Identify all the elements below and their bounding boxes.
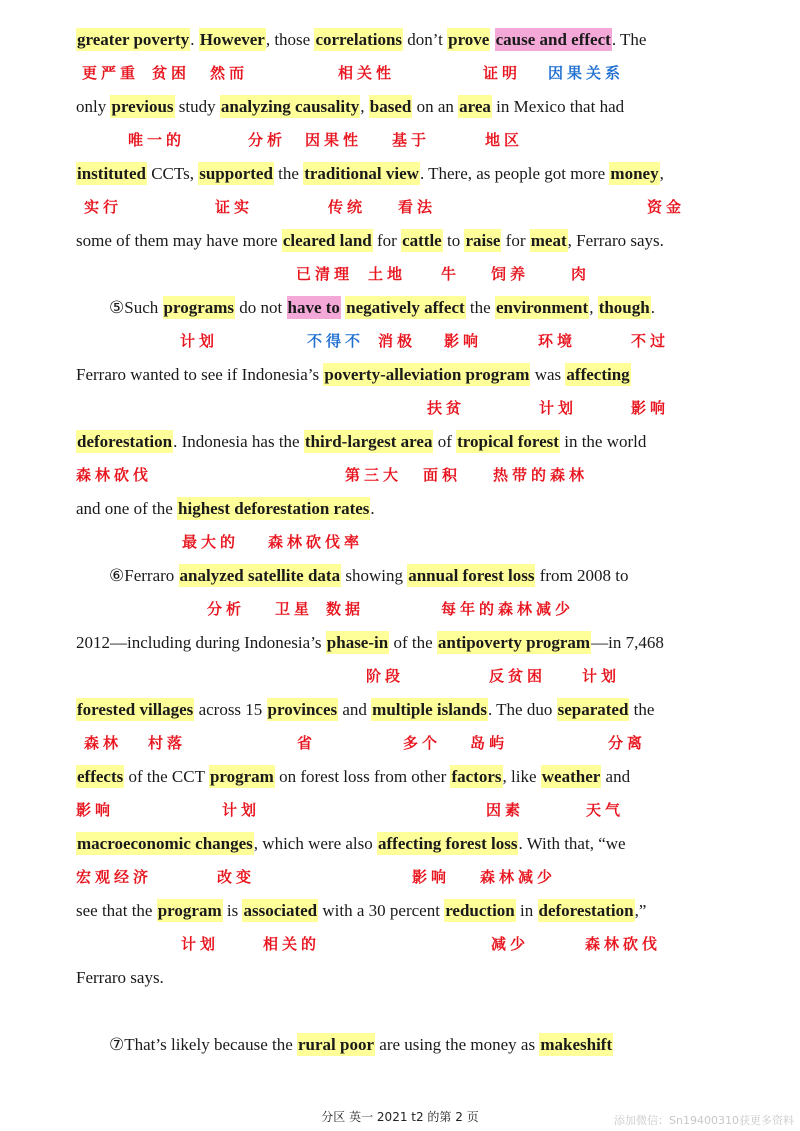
text-segment: ,	[589, 298, 598, 317]
chinese-gloss: 已清理	[296, 265, 354, 283]
text-segment: of	[433, 432, 457, 451]
highlighted-phrase: environment	[495, 298, 589, 317]
text-segment: ,	[659, 164, 664, 183]
chinese-gloss: 扶贫	[427, 399, 466, 417]
chinese-gloss: 第三大	[345, 466, 403, 484]
chinese-gloss: 更严重	[82, 64, 140, 82]
text-segment: —in 7,468	[591, 633, 664, 652]
highlighted-phrase: programs	[163, 298, 235, 317]
chinese-gloss: 地区	[485, 131, 524, 149]
highlighted-phrase: macroeconomic changes	[77, 834, 253, 853]
text-segment: in the world	[559, 432, 647, 451]
text-segment: ⑤Such	[109, 298, 163, 317]
highlighted-phrase: However	[199, 30, 265, 49]
text-segment: see that the	[76, 901, 157, 920]
chinese-gloss: 牛	[441, 265, 461, 283]
chinese-gloss: 传统	[328, 198, 367, 216]
chinese-gloss: 分析	[248, 131, 287, 149]
highlighted-phrase: have to	[287, 298, 340, 317]
text-line	[109, 295, 655, 321]
highlighted-phrase: provinces	[267, 700, 338, 719]
text-segment: . There, as people got more	[419, 164, 610, 183]
chinese-gloss: 看法	[398, 198, 437, 216]
text-line	[76, 362, 631, 388]
text-segment: , which were also	[253, 834, 378, 853]
text-segment: , Ferraro says.	[567, 231, 664, 250]
text-segment: only	[76, 97, 111, 116]
text-segment: of the CCT	[124, 767, 209, 786]
chinese-gloss: 面积	[423, 466, 462, 484]
chinese-gloss: 阶段	[366, 667, 405, 685]
chinese-gloss: 每年的森林减少	[441, 600, 575, 618]
chinese-gloss: 计划	[222, 801, 261, 819]
highlighted-phrase: multiple islands	[372, 700, 487, 719]
chinese-gloss: 改变	[217, 868, 256, 886]
highlighted-phrase: makeshift	[540, 1035, 613, 1054]
chinese-gloss: 影响	[444, 332, 483, 350]
highlighted-phrase: antipoverty program	[437, 633, 591, 652]
text-segment: Ferraro wanted to see if Indonesia’s	[76, 365, 324, 384]
chinese-gloss: 影响	[631, 399, 670, 417]
text-line	[109, 1032, 613, 1058]
highlighted-phrase: annual forest loss	[408, 566, 535, 585]
highlighted-phrase: effects	[77, 767, 124, 786]
text-segment: for	[372, 231, 402, 250]
text-line	[76, 94, 624, 120]
text-segment: for	[501, 231, 530, 250]
text-segment: .	[190, 30, 199, 49]
chinese-gloss: 森林砍伐率	[268, 533, 364, 551]
chinese-gloss: 实行	[84, 198, 123, 216]
highlighted-phrase: instituted	[77, 164, 146, 183]
highlighted-phrase: deforestation	[77, 432, 173, 451]
text-line	[76, 27, 646, 53]
text-segment: and one of the	[76, 499, 178, 518]
highlighted-phrase: program	[157, 901, 222, 920]
text-line	[76, 764, 630, 790]
chinese-gloss: 因素	[486, 801, 525, 819]
chinese-gloss: 最大的	[182, 533, 240, 551]
text-line	[76, 496, 375, 522]
text-segment: , like	[502, 767, 541, 786]
text-segment: from 2008 to	[535, 566, 629, 585]
text-segment: . With that, “we	[518, 834, 626, 853]
text-segment: .	[650, 298, 655, 317]
text-segment: on forest loss from other	[274, 767, 451, 786]
text-segment: and	[601, 767, 631, 786]
chinese-gloss: 不得不	[307, 332, 365, 350]
text-segment: ,”	[634, 901, 647, 920]
highlighted-phrase: rural poor	[298, 1035, 375, 1054]
chinese-gloss: 影响	[412, 868, 451, 886]
chinese-gloss: 计划	[181, 935, 220, 953]
highlighted-phrase: weather	[541, 767, 601, 786]
highlighted-phrase: affecting	[566, 365, 630, 384]
chinese-gloss: 分析	[207, 600, 246, 618]
text-segment: don’t	[403, 30, 448, 49]
highlighted-phrase: negatively affect	[346, 298, 465, 317]
chinese-gloss: 环境	[538, 332, 577, 350]
text-segment: showing	[341, 566, 408, 585]
text-segment: in Mexico that had	[491, 97, 625, 116]
chinese-gloss: 数据	[326, 600, 365, 618]
chinese-gloss: 分离	[608, 734, 647, 752]
text-line	[76, 429, 646, 455]
chinese-gloss: 资金	[647, 198, 686, 216]
highlighted-phrase: though	[598, 298, 650, 317]
chinese-gloss: 贫困	[152, 64, 191, 82]
text-segment	[490, 30, 494, 49]
highlighted-phrase: meat	[530, 231, 567, 250]
highlighted-phrase: separated	[557, 700, 629, 719]
chinese-gloss: 森林砍伐	[585, 935, 662, 953]
highlighted-phrase: deforestation	[538, 901, 634, 920]
text-segment: is	[222, 901, 243, 920]
highlighted-phrase: poverty-alleviation program	[324, 365, 530, 384]
text-line	[76, 161, 664, 187]
highlighted-phrase: highest deforestation rates	[178, 499, 370, 518]
highlighted-phrase: traditional view	[304, 164, 419, 183]
text-segment: the	[273, 164, 304, 183]
highlighted-phrase: forested villages	[77, 700, 194, 719]
chinese-gloss: 卫星	[275, 600, 314, 618]
highlighted-phrase: raise	[465, 231, 501, 250]
text-segment: in	[515, 901, 538, 920]
chinese-gloss: 因果关系	[548, 64, 625, 82]
text-segment: was	[530, 365, 566, 384]
text-segment: the	[629, 700, 655, 719]
text-segment: CCTs,	[146, 164, 199, 183]
highlighted-phrase: based	[369, 97, 412, 116]
highlighted-phrase: associated	[243, 901, 318, 920]
chinese-gloss: 计划	[180, 332, 219, 350]
text-segment: . The	[611, 30, 647, 49]
text-segment: of the	[389, 633, 437, 652]
chinese-gloss: 饲养	[491, 265, 530, 283]
text-line	[76, 697, 654, 723]
highlighted-phrase: area	[459, 97, 491, 116]
highlighted-phrase: factors	[451, 767, 502, 786]
chinese-gloss: 然而	[210, 64, 249, 82]
text-segment: some of them may have more	[76, 231, 282, 250]
highlighted-phrase: phase-in	[326, 633, 389, 652]
highlighted-phrase: cleared land	[282, 231, 372, 250]
text-line	[76, 228, 664, 254]
chinese-gloss: 多个	[403, 734, 442, 752]
chinese-gloss: 森林	[84, 734, 123, 752]
chinese-gloss: 反贫困	[489, 667, 547, 685]
chinese-gloss: 热带的森林	[493, 466, 589, 484]
chinese-gloss: 计划	[539, 399, 578, 417]
highlighted-phrase: tropical forest	[457, 432, 559, 451]
chinese-gloss: 土地	[368, 265, 407, 283]
text-line	[76, 965, 164, 991]
text-segment: . Indonesia has the	[173, 432, 304, 451]
highlighted-phrase: analyzing causality	[220, 97, 360, 116]
text-segment: , those	[265, 30, 315, 49]
chinese-gloss: 村落	[148, 734, 187, 752]
chinese-gloss: 影响	[76, 801, 115, 819]
highlighted-phrase: program	[209, 767, 274, 786]
text-segment: 2012—including during Indonesia’s	[76, 633, 326, 652]
highlighted-phrase: reduction	[445, 901, 515, 920]
chinese-gloss: 证明	[483, 64, 522, 82]
chinese-gloss: 宏观经济	[76, 868, 153, 886]
highlighted-phrase: money	[610, 164, 659, 183]
text-line	[76, 630, 664, 656]
text-segment: ⑦That’s likely because the	[109, 1035, 298, 1054]
text-line	[76, 831, 626, 857]
text-line	[109, 563, 629, 589]
text-segment: do not	[235, 298, 287, 317]
text-segment: the	[465, 298, 495, 317]
highlighted-phrase: previous	[111, 97, 174, 116]
text-segment: study	[174, 97, 220, 116]
chinese-gloss: 减少	[491, 935, 530, 953]
text-segment: Ferraro says.	[76, 968, 164, 987]
chinese-gloss: 证实	[215, 198, 254, 216]
chinese-gloss: 天气	[586, 801, 625, 819]
watermark: 添加微信：Sn19400310获更多资料	[614, 1114, 794, 1127]
highlighted-phrase: cause and effect	[495, 30, 611, 49]
text-segment: ,	[360, 97, 369, 116]
page-footer: 分区 英一 2021 t2 的第 2 页	[321, 1110, 479, 1124]
text-segment: with a 30 percent	[318, 901, 445, 920]
highlighted-phrase: affecting forest loss	[378, 834, 518, 853]
text-segment: to	[442, 231, 465, 250]
text-segment: . The duo	[487, 700, 557, 719]
text-segment: and	[338, 700, 372, 719]
chinese-gloss: 相关的	[263, 935, 321, 953]
highlighted-phrase: supported	[199, 164, 273, 183]
chinese-gloss: 森林砍伐	[76, 466, 153, 484]
text-segment: on an	[412, 97, 459, 116]
text-segment: are using the money as	[375, 1035, 540, 1054]
text-segment: ⑥Ferraro	[109, 566, 179, 585]
chinese-gloss: 不过	[631, 332, 670, 350]
text-segment: .	[370, 499, 375, 518]
highlighted-phrase: third-largest area	[304, 432, 433, 451]
chinese-gloss: 相关性	[338, 64, 396, 82]
highlighted-phrase: greater poverty	[77, 30, 190, 49]
chinese-gloss: 森林减少	[480, 868, 557, 886]
chinese-gloss: 省	[297, 734, 317, 752]
chinese-gloss: 岛屿	[470, 734, 509, 752]
chinese-gloss: 基于	[392, 131, 431, 149]
chinese-gloss: 消极	[378, 332, 417, 350]
highlighted-phrase: prove	[448, 30, 490, 49]
text-segment: across 15	[194, 700, 267, 719]
chinese-gloss: 唯一的	[128, 131, 186, 149]
highlighted-phrase: cattle	[402, 231, 442, 250]
chinese-gloss: 因果性	[305, 131, 363, 149]
chinese-gloss: 计划	[582, 667, 621, 685]
highlighted-phrase: analyzed satellite data	[179, 566, 341, 585]
highlighted-phrase: correlations	[315, 30, 403, 49]
text-line	[76, 898, 646, 924]
chinese-gloss: 肉	[571, 265, 591, 283]
